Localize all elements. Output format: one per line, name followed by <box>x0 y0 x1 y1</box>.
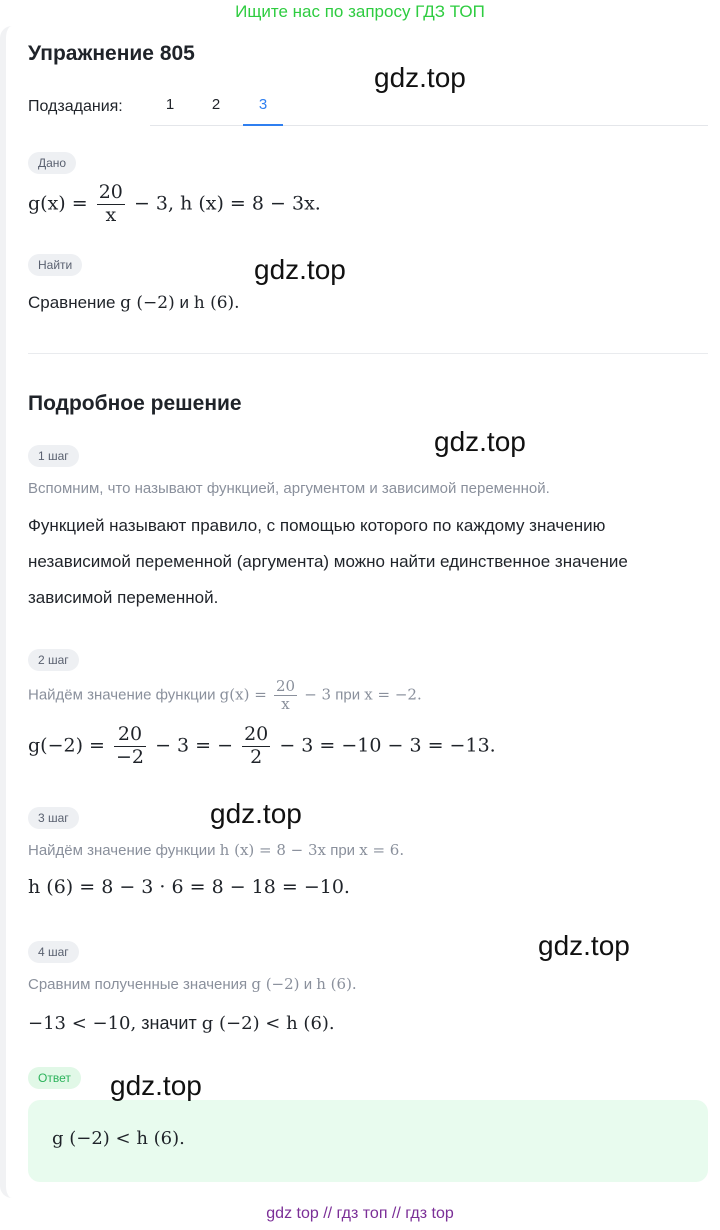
step-4-hint-conj: и <box>303 976 313 993</box>
given-tag: Дано <box>28 152 76 174</box>
find-prefix: Сравнение <box>28 293 116 312</box>
subtask-tab-3[interactable]: 3 <box>243 92 283 126</box>
find-tag: Найти <box>28 254 82 276</box>
section-divider <box>28 353 708 354</box>
answer-text: g (−2) < h (6). <box>52 1128 185 1149</box>
subtasks-nav <box>28 92 708 126</box>
step-1-hint: Вспомним, что называют функцией, аргументом и зависимой переменной. <box>28 480 550 497</box>
step-4-hint-expr2: h (6). <box>316 975 357 993</box>
step-2-hint-fraction <box>274 678 297 714</box>
watermark: gdz.top <box>434 426 526 457</box>
step-1-text: Функцией называют правило, с помощью которого по каждому значению независимой переменной (аргумента) можно найти единственное значение зависимой переменной. <box>28 516 628 607</box>
subtask-tab-1[interactable]: 1 <box>165 96 175 113</box>
step-3-hint-x: x = 6. <box>359 841 405 859</box>
step-2-calc-num1: 20 <box>114 724 146 747</box>
step-4-calc <box>28 1013 335 1034</box>
step-2-calc-mid: − 3 = − <box>155 734 234 757</box>
solution-title: Подробное решение <box>28 392 242 415</box>
step-3-calc: h (6) = 8 − 3 · 6 = 8 − 18 = −10. <box>28 876 350 898</box>
step-4-calc-result: g (−2) < h (6). <box>201 1013 335 1034</box>
step-3-hint-at: при <box>330 842 356 859</box>
step-2-calc-frac1 <box>114 724 146 769</box>
watermark: gdz.top <box>538 930 630 961</box>
given-formula <box>28 182 321 227</box>
step-2-hint-x: x = −2. <box>364 685 422 704</box>
watermark: gdz.top <box>254 254 346 285</box>
watermark: gdz.top <box>210 798 302 829</box>
step-2-calc-frac2 <box>242 724 270 769</box>
subtask-tabs <box>150 92 708 126</box>
step-1-tag: 1 шаг <box>28 445 79 467</box>
top-banner: Ищите нас по запросу ГДЗ ТОП <box>235 2 485 21</box>
step-4-calc-ineq: −13 < −10, <box>28 1013 137 1034</box>
subtasks-label: Подзадания: <box>28 98 123 115</box>
step-2-hint-num: 20 <box>275 677 296 695</box>
find-expr2: h (6). <box>193 293 240 313</box>
step-4-hint <box>28 975 357 993</box>
watermark: gdz.top <box>374 62 466 93</box>
given-frac-num: 20 <box>98 181 123 203</box>
step-3-hint-expr: h (x) = 8 − 3x <box>219 841 327 859</box>
step-2-calc-lhs: g(−2) = <box>28 734 105 757</box>
answer-box <box>28 1100 708 1182</box>
step-2-hint-at: при <box>335 686 361 704</box>
step-2-calc-num2: 20 <box>244 723 269 745</box>
watermark: gdz.top <box>110 1070 202 1101</box>
step-2-calc-den2: 2 <box>250 745 263 768</box>
footer-links: gdz top // гдз топ // гдз top <box>266 1205 454 1222</box>
step-4-calc-word: значит <box>141 1013 197 1033</box>
given-frac-den: x <box>105 203 117 226</box>
exercise-title: Упражнение 805 <box>28 42 195 65</box>
given-fraction <box>97 182 125 227</box>
step-2-tag: 2 шаг <box>28 649 79 671</box>
answer-tag: Ответ <box>28 1067 81 1089</box>
step-2-calc-rest: − 3 = −10 − 3 = −13. <box>279 734 496 757</box>
step-2-hint-lhs: g(x) = <box>219 685 267 704</box>
step-2-hint-den: x <box>281 695 290 714</box>
step-2-calc <box>28 724 496 769</box>
given-g-rest: − 3, h (x) = 8 − 3x. <box>133 192 321 215</box>
subtask-tab-2[interactable]: 2 <box>211 96 221 113</box>
step-2-hint-prefix: Найдём значение функции <box>28 686 216 704</box>
find-conj: и <box>179 293 189 312</box>
given-g-lhs: g(x) = <box>28 192 88 215</box>
find-text <box>28 293 240 313</box>
step-3-tag: 3 шаг <box>28 807 79 829</box>
step-3-hint <box>28 841 404 859</box>
step-2-hint <box>28 678 422 714</box>
step-4-hint-expr1: g (−2) <box>251 975 300 993</box>
step-2-calc-den1: −2 <box>116 745 145 768</box>
step-4-tag: 4 шаг <box>28 941 79 963</box>
step-2-hint-rest: − 3 <box>304 685 332 704</box>
step-4-hint-prefix: Сравним полученные значения <box>28 976 248 993</box>
find-expr1: g (−2) <box>120 293 175 313</box>
step-3-hint-prefix: Найдём значение функции <box>28 842 216 859</box>
